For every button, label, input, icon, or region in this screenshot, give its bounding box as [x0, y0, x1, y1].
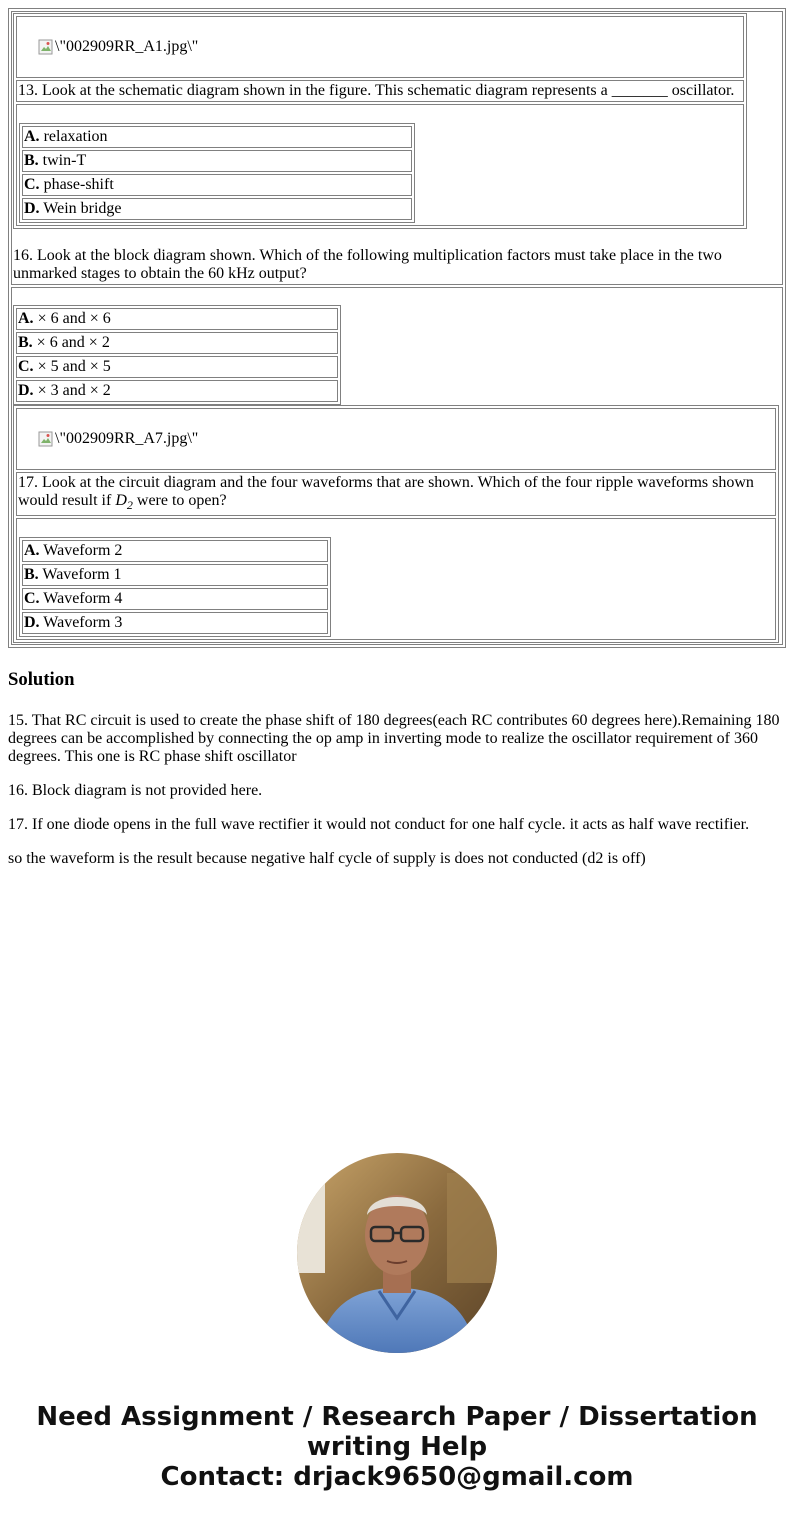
q13-options: [19, 123, 415, 223]
q13-option-a: A. relaxation: [22, 126, 412, 148]
q16-options: [13, 305, 341, 405]
banner-contact: Contact: drjack9650@gmail.com: [160, 1462, 634, 1492]
solution-paragraph: so the waveform is the result because negative half cycle of supply is does not conducted (d2 is off): [8, 850, 646, 867]
q16-option-d: D. × 3 and × 2: [16, 380, 338, 402]
solution-section: [8, 668, 786, 884]
q17-options: [19, 537, 331, 637]
q13-option-d: D. Wein bridge: [22, 198, 412, 220]
q13-option-c: C. phase-shift: [22, 174, 412, 196]
contact-banner: [0, 1402, 794, 1492]
q17-option-a: A. Waveform 2: [22, 540, 328, 562]
q13-question: 13. Look at the schematic diagram shown in the figure. This schematic diagram represents a _______ oscillator.: [16, 80, 744, 102]
question-table: [8, 8, 786, 648]
solution-paragraph: 16. Block diagram is not provided here.: [8, 782, 263, 799]
solution-paragraph: 15. That RC circuit is used to create the phase shift of 180 degrees(each RC contributes 60 degrees here).Remaining 180 degrees can be accomplished by connecting the op amp in inverting mode to realize the oscillator requirement of 360 degrees. This one is RC phase shift oscillator: [8, 712, 780, 765]
q17-image-alt: \"002909RR_A7.jpg\": [55, 430, 199, 447]
q17-option-b: B. Waveform 1: [22, 564, 328, 586]
solution-paragraph: 17. If one diode opens in the full wave rectifier it would not conduct for one half cycle. it acts as half wave rectifier.: [8, 816, 750, 833]
q13-block: [13, 13, 747, 229]
q16-question: 16. Look at the block diagram shown. Which of the following multiplication factors must take place in the two unmarked stages to obtain the 60 kHz output?: [13, 247, 722, 282]
author-avatar: [297, 1153, 497, 1353]
banner-line-1: Need Assignment / Research Paper / Dissertation: [36, 1402, 758, 1432]
q16-option-b: B. × 6 and × 2: [16, 332, 338, 354]
broken-image-icon: [38, 39, 54, 55]
q17-option-d: D. Waveform 3: [22, 612, 328, 634]
solution-heading: Solution: [8, 669, 75, 690]
q13-image-alt: \"002909RR_A1.jpg\": [55, 38, 199, 55]
q16-option-c: C. × 5 and × 5: [16, 356, 338, 378]
q13-image: [18, 18, 742, 76]
q17-block: [13, 405, 779, 643]
q17-image: [18, 410, 774, 468]
q17-question: 17. Look at the circuit diagram and the four waveforms that are shown. Which of the four ripple waveforms shown would result if $D_2$ were to open?: [16, 472, 776, 516]
author-portrait: [297, 1153, 497, 1353]
q16-option-a: A. × 6 and × 6: [16, 308, 338, 330]
q13-option-b: B. twin-T: [22, 150, 412, 172]
q17-option-c: C. Waveform 4: [22, 588, 328, 610]
broken-image-icon: [38, 431, 54, 447]
banner-line-2: writing Help: [306, 1432, 488, 1462]
